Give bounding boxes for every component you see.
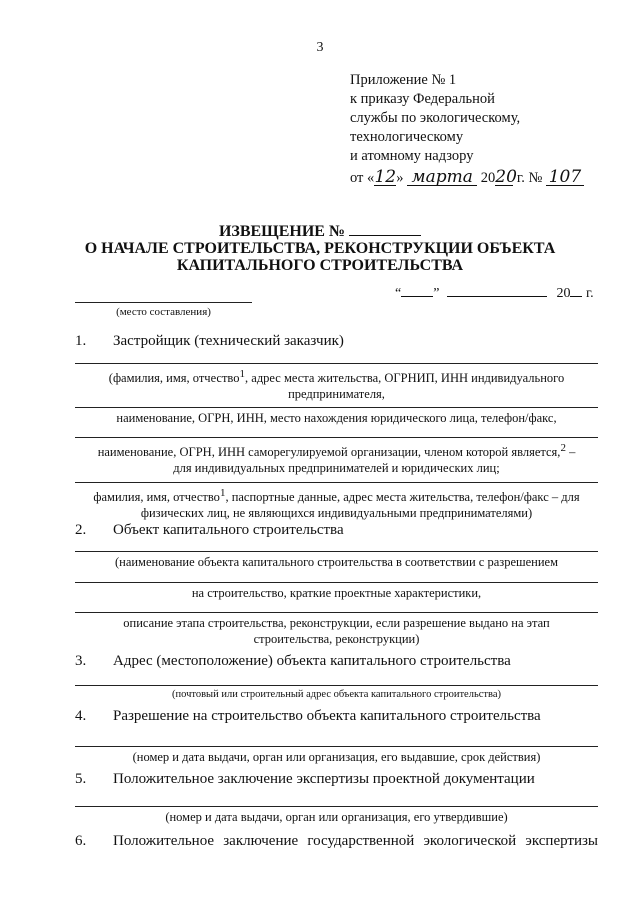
section-title: Адрес (местоположение) объекта капитального строительства xyxy=(113,653,511,669)
section-title: Объект капитального строительства xyxy=(113,522,344,538)
section-number: 3. xyxy=(75,653,87,669)
appendix-line: к приказу Федеральной xyxy=(350,91,495,107)
section-title: Положительное заключение экспертизы проектной документации xyxy=(113,771,535,787)
section-title: Застройщик (технический заказчик) xyxy=(113,333,344,349)
year-text: 20 xyxy=(556,286,571,301)
fill-line xyxy=(75,612,598,613)
fill-line xyxy=(75,363,598,364)
day-blank xyxy=(401,296,433,297)
fill-line xyxy=(75,437,598,438)
section-number: 6. xyxy=(75,833,87,849)
caption-s1-c: наименование, ОГРН, ИНН саморегулируемой организации, членом которой является,$^2$ – для индивидуальных предпринимателей и юридических лиц; xyxy=(97,442,576,476)
handwritten-month: марта xyxy=(407,170,477,186)
fill-line xyxy=(75,551,598,552)
section-number: 5. xyxy=(75,771,87,787)
caption-s4: (номер и дата выдачи, орган или организация, его выдавшие, срок действия) xyxy=(132,750,541,764)
year-label: г. № xyxy=(516,170,543,186)
appendix-line: и атомному надзору xyxy=(350,148,474,164)
notice-subtitle-line3: КАПИТАЛЬНОГО СТРОИТЕЛЬСТВА xyxy=(176,257,464,274)
fill-line xyxy=(75,685,598,686)
quote-close: ” xyxy=(433,286,440,301)
appendix-line: технологическому xyxy=(350,129,464,145)
caption-s1-b: наименование, ОГРН, ИНН, место нахождения юридического лица, телефон/факс, xyxy=(116,411,557,425)
place-line xyxy=(75,302,252,303)
caption-s1-d: фамилия, имя, отчество$^1$, паспортные данные, адрес места жительства, телефон/факс – для физических лиц, не являющихся индивидуальными предпринимателями) xyxy=(93,487,580,521)
caption-s1-a: (фамилия, имя, отчество$^1$, адрес места жительства, ОГРНИП, ИНН индивидуального предпринимателя, xyxy=(108,368,565,402)
caption-s5: (номер и дата выдачи, орган или организация, его утвердившие) xyxy=(165,810,508,824)
year-prefix: 20 xyxy=(480,170,496,186)
caption-s2-a: (наименование объекта капитального строительства в соответствии с разрешением xyxy=(114,555,559,569)
fill-line xyxy=(75,407,598,408)
order-date-line xyxy=(350,169,584,188)
appendix-line: Приложение № 1 xyxy=(350,72,457,88)
notice-number-blank xyxy=(349,235,421,236)
date-mid: » xyxy=(396,170,404,186)
appendix-block xyxy=(350,71,584,188)
fill-line xyxy=(75,806,598,807)
fill-line xyxy=(75,482,598,483)
month-blank xyxy=(447,296,547,297)
section-number: 2. xyxy=(75,522,87,538)
page-number: 3 xyxy=(316,40,324,55)
notice-subtitle-line2: О НАЧАЛЕ СТРОИТЕЛЬСТВА, РЕКОНСТРУКЦИИ ОБЪЕКТА xyxy=(84,240,556,257)
handwritten-order-number: 107 xyxy=(546,170,584,186)
handwritten-year: 20 xyxy=(495,167,517,187)
section-number: 1. xyxy=(75,333,87,349)
place-caption: (место составления) xyxy=(116,306,211,318)
year-label: г. xyxy=(585,286,594,301)
appendix-line: службы по экологическому, xyxy=(350,110,521,126)
handwritten-day: 12 xyxy=(374,167,397,187)
quote-open: “ xyxy=(395,286,402,301)
date-placeholder xyxy=(395,286,594,302)
section-number: 4. xyxy=(75,708,87,724)
year-blank xyxy=(570,296,582,297)
section-title: Разрешение на строительство объекта капитального строительства xyxy=(113,708,541,724)
date-prefix: от « xyxy=(350,170,375,186)
fill-line xyxy=(75,746,598,747)
notice-title-line1: ИЗВЕЩЕНИЕ № xyxy=(218,223,346,240)
fill-line xyxy=(75,582,598,583)
section-title: Положительное заключение государственной экологической экспертизы xyxy=(113,833,598,849)
caption-s2-b: на строительство, краткие проектные характеристики, xyxy=(191,586,482,600)
caption-s3: (почтовый или строительный адрес объекта капитального строительства) xyxy=(172,689,501,700)
caption-s2-c: описание этапа строительства, реконструкции, если разрешение выдано на этап строительства, реконструкции) xyxy=(123,616,550,646)
